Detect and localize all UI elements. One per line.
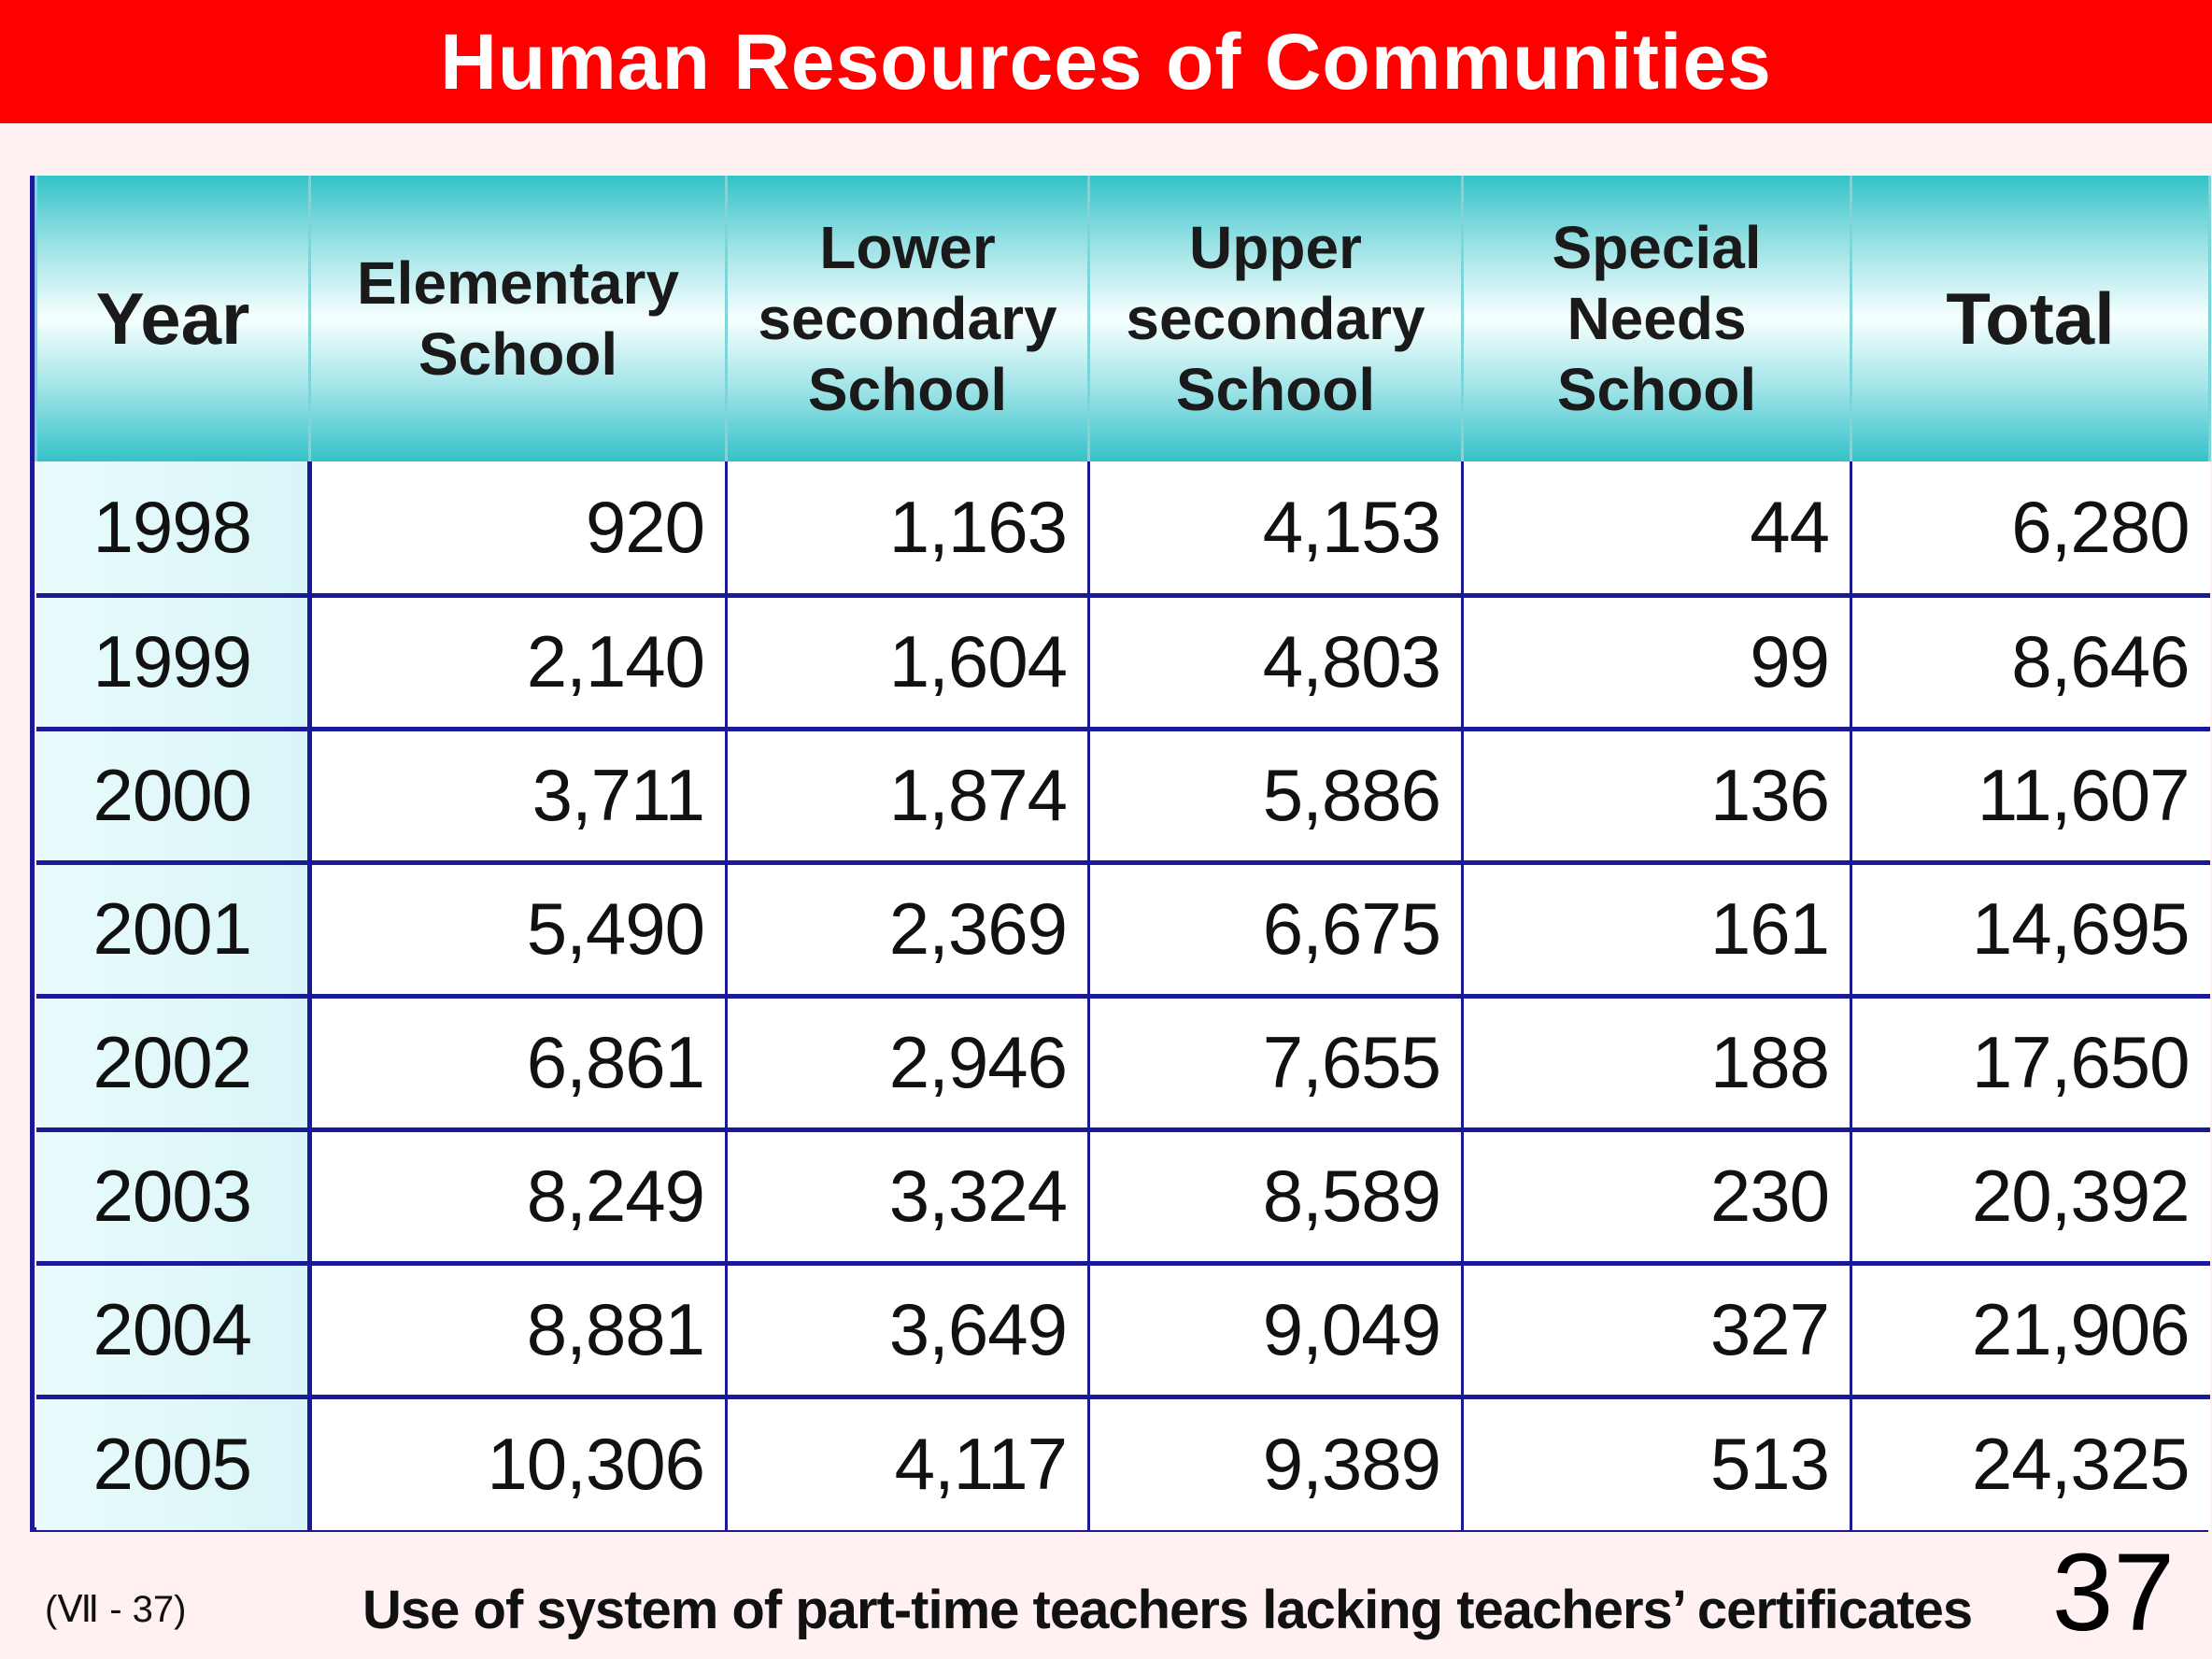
cell-upper-secondary: 9,049 (1089, 1263, 1463, 1397)
slide-reference-note: (Ⅶ - 37) (45, 1589, 187, 1630)
cell-elementary: 10,306 (310, 1397, 727, 1530)
cell-upper-secondary: 8,589 (1089, 1129, 1463, 1263)
header-line: School (1175, 356, 1376, 423)
header-line: Total (1946, 277, 2115, 360)
header-line: secondary (1126, 285, 1425, 352)
table-row (36, 595, 2210, 729)
cell-elementary: 8,881 (310, 1263, 727, 1397)
data-table (35, 176, 2211, 1530)
cell-lower-secondary: 1,874 (727, 729, 1089, 862)
cell-lower-secondary: 3,324 (727, 1129, 1089, 1263)
cell-upper-secondary: 4,153 (1089, 461, 1463, 595)
cell-lower-secondary: 2,946 (727, 996, 1089, 1129)
header-lower-secondary-school (727, 176, 1089, 461)
header-line: School (807, 356, 1008, 423)
cell-total: 21,906 (1851, 1263, 2210, 1397)
header-year (36, 176, 310, 461)
header-line: Upper (1189, 214, 1362, 281)
cell-year: 2003 (36, 1129, 310, 1263)
cell-lower-secondary: 1,163 (727, 461, 1089, 595)
cell-elementary: 920 (310, 461, 727, 595)
header-line: secondary (758, 285, 1057, 352)
header-line: School (418, 320, 618, 388)
footer-caption: Use of system of part-time teachers lacking teachers’ certificates (362, 1580, 1973, 1640)
header-line: Lower (819, 214, 996, 281)
cell-elementary: 5,490 (310, 862, 727, 996)
cell-lower-secondary: 2,369 (727, 862, 1089, 996)
cell-elementary: 8,249 (310, 1129, 727, 1263)
cell-special-needs: 188 (1463, 996, 1851, 1129)
cell-year: 2004 (36, 1263, 310, 1397)
cell-year: 2000 (36, 729, 310, 862)
table-row (36, 1263, 2210, 1397)
cell-special-needs: 230 (1463, 1129, 1851, 1263)
cell-year: 1999 (36, 595, 310, 729)
cell-special-needs: 44 (1463, 461, 1851, 595)
page-title: Human Resources of Communities (440, 17, 1772, 106)
title-bar (0, 0, 2212, 123)
cell-year: 1998 (36, 461, 310, 595)
cell-upper-secondary: 4,803 (1089, 595, 1463, 729)
table-header-row (36, 176, 2210, 461)
cell-upper-secondary: 9,389 (1089, 1397, 1463, 1530)
cell-special-needs: 327 (1463, 1263, 1851, 1397)
cell-total: 14,695 (1851, 862, 2210, 996)
cell-total: 8,646 (1851, 595, 2210, 729)
table-row (36, 729, 2210, 862)
cell-lower-secondary: 3,649 (727, 1263, 1089, 1397)
cell-special-needs: 136 (1463, 729, 1851, 862)
cell-total: 17,650 (1851, 996, 2210, 1129)
cell-upper-secondary: 5,886 (1089, 729, 1463, 862)
cell-special-needs: 161 (1463, 862, 1851, 996)
cell-lower-secondary: 1,604 (727, 595, 1089, 729)
data-table-container (30, 176, 2208, 1532)
header-line: School (1556, 356, 1757, 423)
table-row (36, 862, 2210, 996)
cell-year: 2002 (36, 996, 310, 1129)
page-number: 37 (2051, 1531, 2175, 1654)
cell-total: 6,280 (1851, 461, 2210, 595)
table-body (36, 461, 2210, 1530)
cell-total: 11,607 (1851, 729, 2210, 862)
header-total (1851, 176, 2210, 461)
cell-elementary: 6,861 (310, 996, 727, 1129)
header-line: Elementary (356, 249, 680, 317)
table-row (36, 1129, 2210, 1263)
cell-special-needs: 513 (1463, 1397, 1851, 1530)
header-elementary-school (310, 176, 727, 461)
table-row (36, 461, 2210, 595)
header-line: Special Needs (1552, 214, 1762, 352)
cell-elementary: 2,140 (310, 595, 727, 729)
cell-total: 24,325 (1851, 1397, 2210, 1530)
cell-lower-secondary: 4,117 (727, 1397, 1089, 1530)
header-special-needs-school (1463, 176, 1851, 461)
header-upper-secondary-school (1089, 176, 1463, 461)
cell-elementary: 3,711 (310, 729, 727, 862)
cell-year: 2005 (36, 1397, 310, 1530)
cell-special-needs: 99 (1463, 595, 1851, 729)
table-row (36, 996, 2210, 1129)
cell-year: 2001 (36, 862, 310, 996)
table-row (36, 1397, 2210, 1530)
header-line: Year (95, 277, 250, 360)
cell-total: 20,392 (1851, 1129, 2210, 1263)
cell-upper-secondary: 6,675 (1089, 862, 1463, 996)
cell-upper-secondary: 7,655 (1089, 996, 1463, 1129)
